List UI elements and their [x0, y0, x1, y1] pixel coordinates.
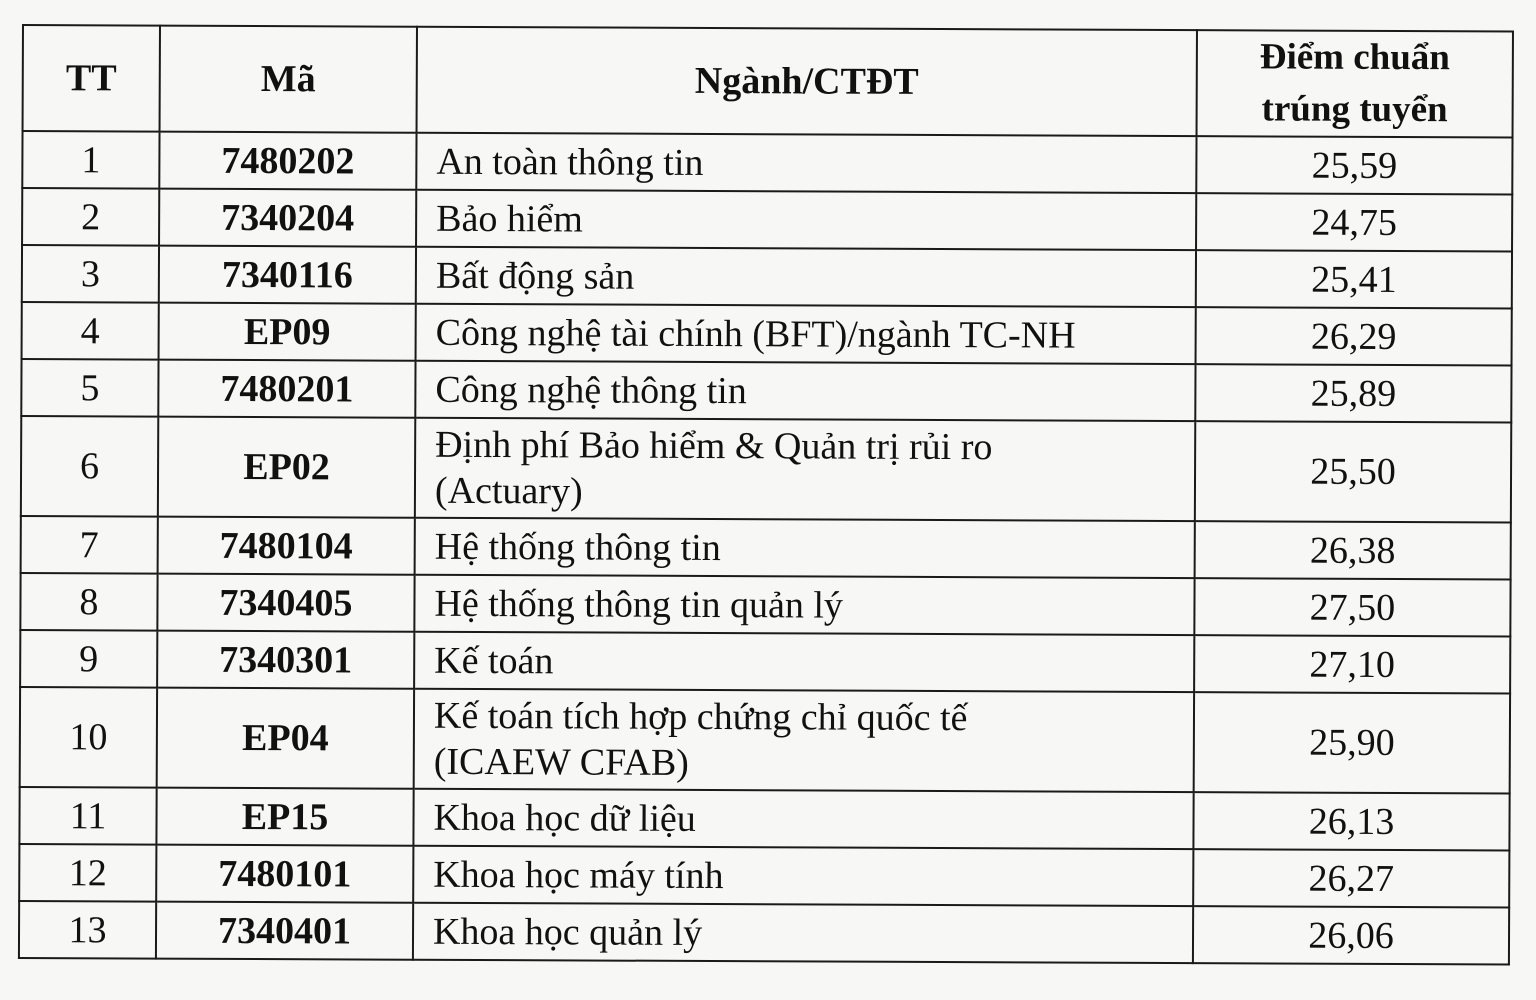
table-row [22, 131, 1512, 195]
cell-name: Khoa học quản lý [413, 903, 1193, 963]
cell-name: Công nghệ thông tin [415, 361, 1195, 421]
cell-name-line2: (ICAEW CFAB) [433, 740, 689, 784]
cell-name-line2: (Actuary) [434, 469, 583, 513]
cell-tt: 12 [19, 844, 156, 902]
cell-tt: 9 [20, 630, 157, 688]
cell-score: 26,27 [1193, 849, 1509, 907]
cell-score: 26,13 [1193, 792, 1509, 850]
cell-ma: EP04 [157, 688, 414, 789]
cell-score: 25,59 [1196, 136, 1512, 194]
cell-ma: 7480104 [158, 517, 415, 575]
cell-name: An toàn thông tin [416, 133, 1196, 193]
cell-tt: 1 [22, 131, 159, 189]
cell-name: Hệ thống thông tin quản lý [414, 575, 1194, 635]
table-row [19, 787, 1509, 851]
cell-tt: 10 [20, 687, 157, 788]
cell-tt: 6 [21, 416, 158, 517]
cell-name: Kế toán [414, 632, 1194, 692]
cell-tt: 3 [22, 245, 159, 303]
header-name: Ngành/CTĐT [417, 27, 1197, 136]
table-row [19, 844, 1509, 908]
header-score-line2: trúng tuyển [1261, 88, 1448, 131]
cell-name: Hệ thống thông tin [415, 518, 1195, 578]
table-row [22, 188, 1512, 252]
cell-tt: 2 [22, 188, 159, 246]
table-row [21, 516, 1511, 580]
cell-ma: 7480202 [159, 132, 416, 190]
cell-score: 27,10 [1194, 635, 1510, 693]
cell-score: 25,50 [1195, 421, 1511, 522]
cell-score: 26,38 [1195, 521, 1511, 579]
cell-tt: 8 [20, 573, 157, 631]
cell-tt: 7 [21, 516, 158, 574]
table-row [22, 245, 1512, 309]
admission-score-table-wrapper [22, 24, 1512, 959]
cell-score: 25,89 [1195, 364, 1511, 422]
cell-ma: EP15 [156, 788, 413, 846]
cell-ma: EP09 [159, 303, 416, 361]
cell-name: Công nghệ tài chính (BFT)/ngành TC-NH [416, 304, 1196, 364]
header-tt: TT [23, 25, 160, 132]
cell-ma: 7340405 [157, 574, 414, 632]
cell-ma: 7480101 [156, 845, 413, 903]
cell-name: Khoa học dữ liệu [413, 789, 1193, 849]
cell-score: 26,29 [1196, 307, 1512, 365]
header-score [1197, 30, 1513, 137]
cell-ma: 7340116 [159, 246, 416, 304]
cell-name [414, 689, 1194, 792]
table-header-row [23, 25, 1513, 138]
cell-ma: 7340401 [156, 902, 413, 960]
cell-tt: 4 [22, 302, 159, 360]
table-row [21, 359, 1511, 423]
cell-score: 27,50 [1194, 578, 1510, 636]
cell-ma: 7340204 [159, 189, 416, 247]
cell-ma: 7340301 [157, 631, 414, 689]
header-score-line1: Điểm chuẩn [1259, 36, 1451, 79]
table-row [19, 901, 1509, 965]
cell-score: 24,75 [1196, 193, 1512, 251]
table-row [22, 302, 1512, 366]
cell-ma: 7480201 [158, 360, 415, 418]
cell-tt: 13 [19, 901, 156, 959]
cell-tt: 11 [19, 787, 156, 845]
cell-name [415, 418, 1195, 521]
cell-name: Bảo hiểm [416, 190, 1196, 250]
admission-score-table [18, 24, 1514, 966]
cell-name-line1: Kế toán tích hợp chứng chỉ quốc tế [433, 694, 968, 740]
header-ma: Mã [160, 26, 417, 133]
cell-score: 25,90 [1194, 692, 1510, 793]
cell-tt: 5 [21, 359, 158, 417]
cell-score: 26,06 [1193, 906, 1509, 964]
table-row [20, 687, 1510, 794]
table-row [20, 573, 1510, 637]
cell-name: Khoa học máy tính [413, 846, 1193, 906]
table-row [21, 416, 1511, 523]
cell-name: Bất động sản [416, 247, 1196, 307]
table-row [20, 630, 1510, 694]
cell-name-line1: Định phí Bảo hiểm & Quản trị rủi ro [435, 423, 993, 469]
cell-score: 25,41 [1196, 250, 1512, 308]
cell-ma: EP02 [158, 417, 415, 518]
